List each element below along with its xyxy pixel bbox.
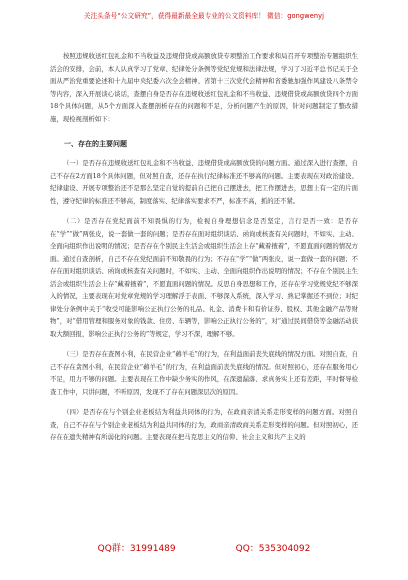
section-heading: 一、存在的主要问题 — [64, 140, 127, 148]
paragraph-1: （一）是否存在违规收送红包礼金和不当收益、违规借贷或高额放贷的问题方面。通过深入进行查摆，自己不存在2方面18个具体问题，但对照自查，还存在执行纪律标准还不够高的问题。主要表现在对政治建设、纪律建设、开展专项整治还不是那么坚定自觉的提前自己把自己摆进去，把工作摆进去，思想上有一定的片面性，遵守纪律的标准还不够高，制度落实、纪律落实要求不严，标准不高，抓的还不紧。 — [50, 159, 358, 205]
paragraph-3: （三）是否存在查图小利，在民营企业“薅羊毛”的行为，在利益面前丧失底线的情况方面。对照自查，自己不存在贪图小利，在民营企业“薅羊毛”的行为，在利益面前丧失底线的情况。但对照初心，还存在服务用心不足，用力不够的问题。主要表现在工作中缺少务实的作风，在深遗漏落、求真务实上还有差距，平时督导检查工作中，只讲问题，不听原因，发现不了存在问题深层次的原因。 — [50, 350, 358, 396]
paragraph-2: （二）是否存在党纪面前不知畏惧的行为，检视自身理想信念是否坚定，言行是否一致：是否存在“学”“做”两张皮，说一套做一套的问题；是否存在面对组织谈话、函询或核查有关问题时，不如实、主动、全面向组织作出说明的情况；是否存在个别民主生活会或组织生活会上存“藏着掖着”，不愿直面问题的情况方面。通过自查剖析，自己不存在党纪面前不知敬畏的行为；不存在“学”“做”两张皮，说一套做一套的问题；不存在面对组织谈话、函询或核查有关问题时，不如实、主动、全面向组织作出说明的情况；不存在个别民主生活会或组织生活会上存“藏着掖着”，不愿直面问题的情况。反思自身思想和工作，还存在学习党规党纪不够深入的情况，主要表现在对党章党规的学习理解浮于表面、不够深入系统，深入学习、熟记掌握还不到位；对纪律处分条例中关于“收受可能影响公正执行公务的礼品、礼金、消费卡和有价证券、股权、其他金融产品等财物”，对“借用管理和服务对象的钱款、住房、车辆等，影响公正执行公务的”，对“通过民间借贷等金融活动获取大额回报，影响公正执行公务的”等规定，学习不深，理解不够。 — [50, 217, 358, 338]
footer-qq-group: QQ群：31991489 — [97, 544, 176, 554]
footer — [0, 541, 408, 554]
intro-paragraph: 按照违规收送红包礼金和不当收益及违规借贷或高额放贷专项整治工作要求和局召开专项整治专题组织生活会的安排，会前，本人认真学习了党章、纪律处分条例等党纪党规和法律法规，学习了习近平总书记关于全面从严治党重要论述和十九届中央纪委六次全会精神、省第十三次党代会精神和省委驰加强作风建设八条禁令等内容，深入开展谈心谈话，查摆自身是否存在违规收送红包礼金和不当收益、违规借贷或高额放贷四个方面18个具体问题，从5个方面深入查摆剖析存在的问题和不足，分析问题产生的原因，针对问题制定了整改措施，现检视剖析如下： — [50, 52, 358, 123]
paragraph-4: （四）是否存在与个别企业老板结为利益共同体的行为，在政商亲清关系走形变样的问题方面。对照自查，自己不存在与个别企业老板结为利益共同体的行为，政商亲清政商关系走形变样的问题。但对照初心，还存在在遗失精神有所弱化的问题。主要表现在把马克思主义的信仰、社会主义和共产主义的 — [50, 408, 358, 441]
top-banner: 关注头条号“公文研究”，获得最新最全最专业的公文资料库！ 微信：gongwenyj — [83, 12, 325, 20]
footer-qq: QQ：535304092 — [235, 544, 311, 554]
document-body — [50, 50, 358, 452]
